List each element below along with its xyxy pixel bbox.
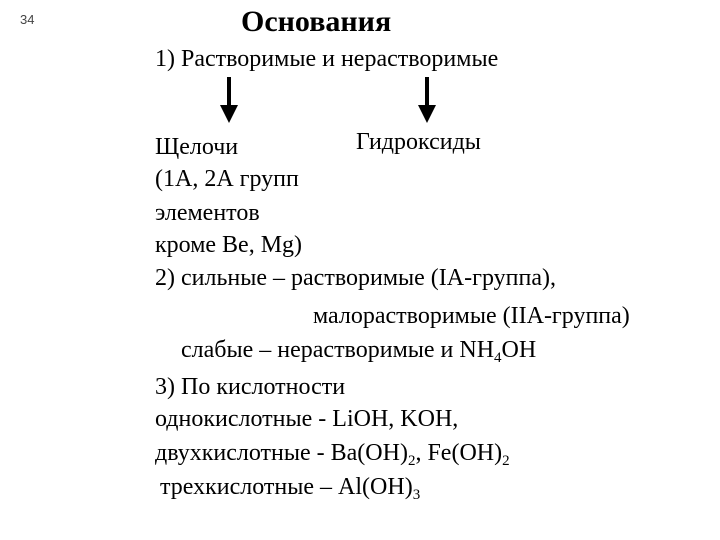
weak-bases-line [181, 336, 536, 364]
arrow-down-icon [416, 77, 438, 123]
subscript: 4 [494, 350, 502, 366]
alkali-elements: элементов [155, 200, 260, 226]
triacid-line [160, 473, 420, 501]
diacid-text: двухкислотные - Ba(OH) [155, 440, 408, 466]
subscript: 3 [412, 487, 421, 503]
alkali-label: Щелочи [155, 134, 239, 160]
slightly-soluble-line: малорастворимые (IIA-группа) [313, 303, 630, 329]
solubility-header: 1) Растворимые и нерастворимые [155, 46, 499, 72]
subscript: 2 [502, 453, 510, 469]
alkali-except: кроме Be, Mg) [155, 232, 303, 258]
diacid-mid: , Fe(OH) [415, 440, 503, 466]
weak-bases-text: слабые – нерастворимые и NH [181, 337, 495, 363]
arrow-down-icon [218, 77, 240, 123]
alkali-groups: (1А, 2А групп [155, 166, 299, 192]
slide-title: Основания [241, 5, 392, 38]
monoacid-line: однокислотные - LiOH, KOH, [155, 406, 459, 432]
weak-bases-suffix: OH [501, 337, 537, 363]
slide-number: 34 [20, 12, 35, 27]
diacid-line [155, 439, 510, 467]
subscript: 2 [407, 453, 416, 469]
strong-bases-line: 2) сильные – растворимые (IA-группа), [155, 265, 556, 291]
hydroxides-label: Гидроксиды [356, 129, 481, 155]
triacid-text: трехкислотные – Al(OH) [160, 474, 413, 500]
acidity-header: 3) По кислотности [155, 374, 346, 400]
